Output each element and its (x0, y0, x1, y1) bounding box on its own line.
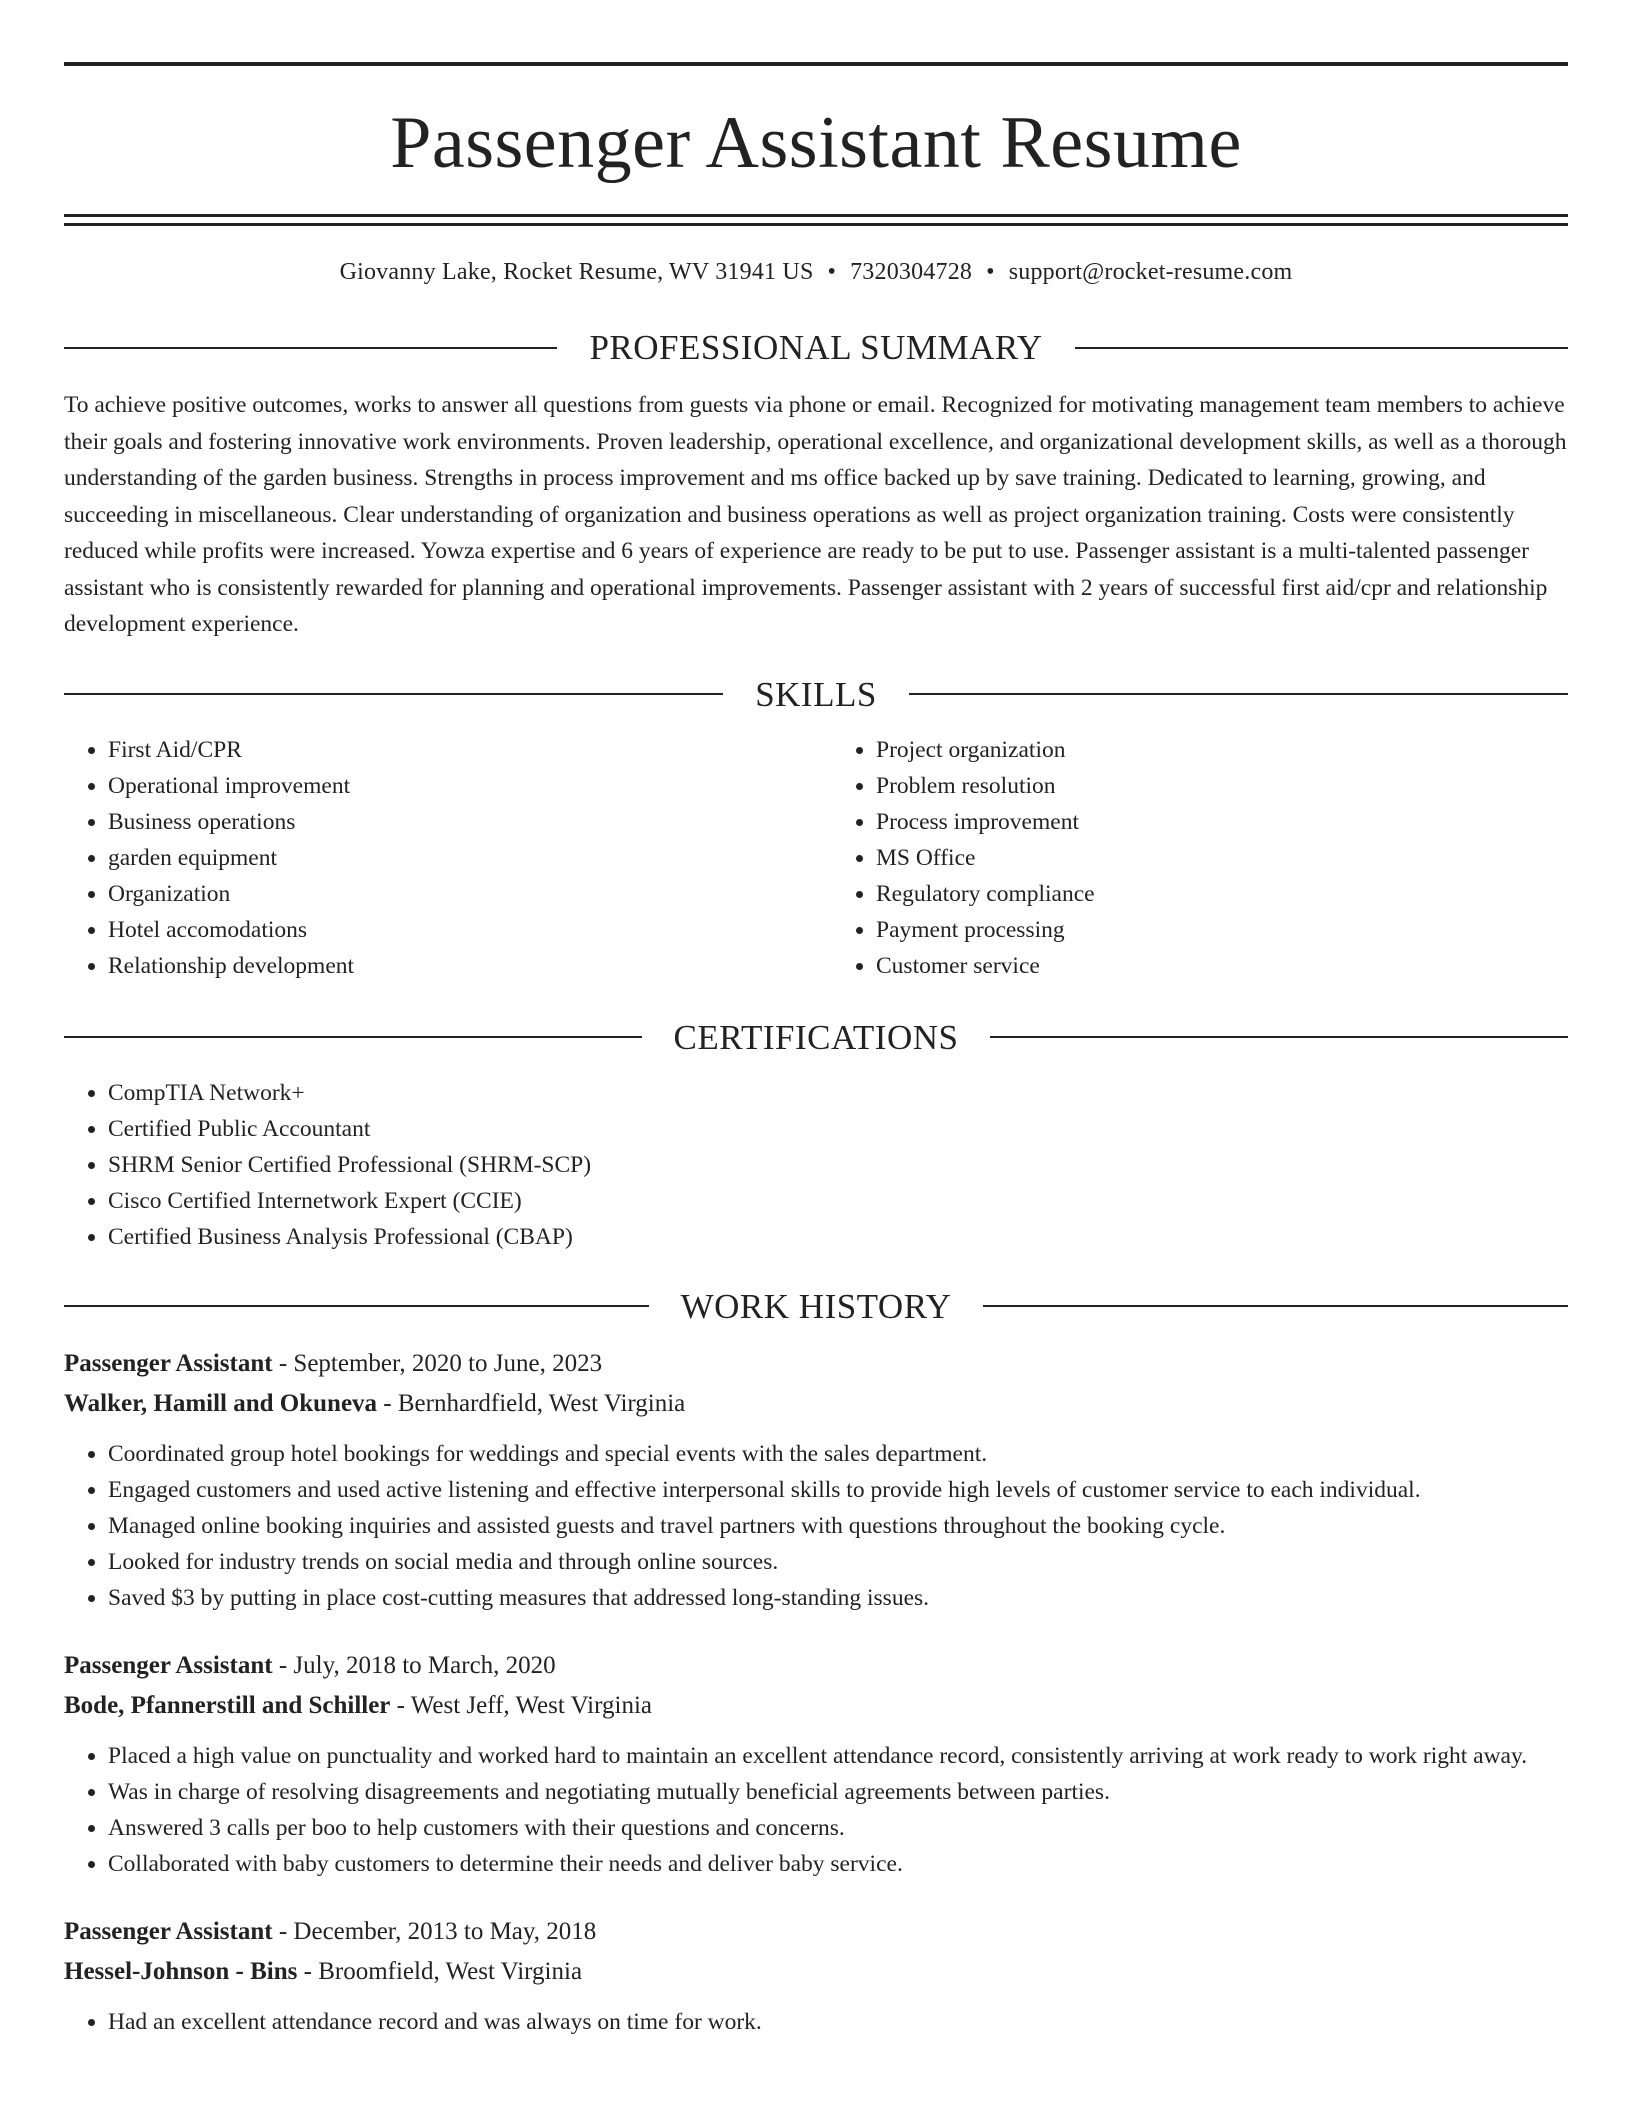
section-title-certifications: CERTIFICATIONS (673, 1017, 959, 1057)
job-bullet: • Engaged customers and used active listening and effective interpersonal skills to provide high levels of customer service to each individual. (108, 1472, 1568, 1508)
section-title-skills: SKILLS (755, 674, 877, 714)
job-bullet: • Answered 3 calls per boo to help customers with their questions and concerns. (108, 1810, 1568, 1846)
skill-item: • Regulatory compliance (876, 876, 1568, 912)
job-company: Walker, Hamill and Okuneva (64, 1389, 378, 1417)
skill-item: • Operational improvement (108, 768, 800, 804)
skill-item: • Hotel accomodations (108, 912, 800, 948)
certification-item: • CompTIA Network+ (108, 1075, 1568, 1111)
job-bullets (64, 1738, 1568, 1882)
top-rule (64, 62, 1568, 66)
job-company: Bode, Pfannerstill and Schiller (64, 1691, 391, 1719)
certifications-list (64, 1075, 1568, 1255)
job-company-line (64, 1952, 1568, 1992)
skill-item: • MS Office (876, 840, 1568, 876)
skill-item: • First Aid/CPR (108, 732, 800, 768)
divider (64, 347, 557, 349)
job-location: - Bernhardfield, West Virginia (377, 1389, 686, 1417)
section-title-work-history: WORK HISTORY (680, 1286, 952, 1326)
job-title-line (64, 1912, 1568, 1952)
job-entry (64, 1912, 1568, 2040)
divider (1075, 347, 1568, 349)
contact-separator: • (827, 259, 837, 285)
summary-text: To achieve positive outcomes, works to answer all questions from guests via phone or email. Recognized for motivating management team members to achieve their goals and fostering innovative work environments. Proven leadership, operational excellence, and organizational development skills, as well as a thorough understanding of the garden business. Strengths in process improvement and ms office backed up by save training. Dedicated to learning, growing, and succeeding in miscellaneous. Clear understanding of organization and business operations as well as project organization training. Costs were consistently reduced while profits were increased. Yowza expertise and 6 years of experience are ready to be put to use. Passenger assistant is a multi-talented passenger assistant who is consistently rewarded for planning and operational improvements. Passenger assistant with 2 years of successful first aid/cpr and relationship development experience. (64, 392, 1567, 637)
divider (64, 1036, 642, 1038)
certification-item: • Certified Business Analysis Professional (CBAP) (108, 1219, 1568, 1255)
job-bullet: • Was in charge of resolving disagreements and negotiating mutually beneficial agreements between parties. (108, 1774, 1568, 1810)
section-header-skills (64, 674, 1568, 714)
divider (64, 693, 723, 695)
job-bullet: • Looked for industry trends on social media and through online sources. (108, 1544, 1568, 1580)
skills-grid (64, 732, 1568, 984)
contact-line (64, 259, 1568, 286)
skill-item: • Relationship development (108, 948, 800, 984)
job-title-line (64, 1344, 1568, 1384)
job-title-line (64, 1646, 1568, 1686)
job-bullet: • Had an excellent attendance record and was always on time for work. (108, 2004, 1568, 2040)
skill-item: • Project organization (876, 732, 1568, 768)
job-dates: - December, 2013 to May, 2018 (272, 1917, 597, 1945)
skill-item: • Customer service (876, 948, 1568, 984)
page-title: Passenger Assistant Resume (390, 102, 1242, 184)
job-bullet: • Collaborated with baby customers to determine their needs and deliver baby service. (108, 1846, 1568, 1882)
job-bullet: • Managed online booking inquiries and assisted guests and travel partners with questions throughout the booking cycle. (108, 1508, 1568, 1544)
skills-list-left (64, 732, 800, 984)
certification-item: • SHRM Senior Certified Professional (SHRM-SCP) (108, 1147, 1568, 1183)
contact-email: support@rocket-resume.com (1008, 259, 1293, 285)
skill-item: • Problem resolution (876, 768, 1568, 804)
job-company: Hessel-Johnson - Bins (64, 1957, 298, 1985)
job-bullets (64, 2004, 1568, 2040)
job-entry (64, 1646, 1568, 1882)
divider (983, 1305, 1568, 1307)
job-location: - West Jeff, West Virginia (390, 1691, 652, 1719)
section-title-summary: PROFESSIONAL SUMMARY (589, 328, 1043, 367)
job-company-line (64, 1384, 1568, 1424)
contact-separator: • (986, 259, 995, 285)
job-dates: - September, 2020 to June, 2023 (272, 1349, 603, 1377)
skill-item: • Payment processing (876, 912, 1568, 948)
job-company-line (64, 1686, 1568, 1726)
section-header-summary (64, 330, 1568, 365)
contact-phone: 7320304728 (850, 259, 973, 285)
job-entry (64, 1344, 1568, 1616)
title-double-rule (64, 214, 1568, 226)
job-bullet: • Coordinated group hotel bookings for weddings and special events with the sales department. (108, 1436, 1568, 1472)
divider (990, 1036, 1568, 1038)
contact-address: Giovanny Lake, Rocket Resume, WV 31941 US (339, 259, 814, 285)
section-header-certifications (64, 1017, 1568, 1057)
divider (64, 1305, 649, 1307)
job-title: Passenger Assistant (64, 1349, 273, 1377)
skill-item: • Process improvement (876, 804, 1568, 840)
job-location: - Broomfield, West Virginia (297, 1957, 583, 1985)
job-bullets (64, 1436, 1568, 1616)
job-title: Passenger Assistant (64, 1917, 273, 1945)
job-bullet: • Placed a high value on punctuality and worked hard to maintain an excellent attendance record, consistently arriving at work ready to work right away. (108, 1738, 1568, 1774)
skill-item: • Business operations (108, 804, 800, 840)
job-title: Passenger Assistant (64, 1651, 273, 1679)
job-bullet: • Saved $3 by putting in place cost-cutting measures that addressed long-standing issues. (108, 1580, 1568, 1616)
certification-item: • Certified Public Accountant (108, 1111, 1568, 1147)
skill-item: • garden equipment (108, 840, 800, 876)
certification-item: • Cisco Certified Internetwork Expert (CCIE) (108, 1183, 1568, 1219)
skill-item: • Organization (108, 876, 800, 912)
section-header-work-history (64, 1286, 1568, 1326)
skills-list-right (800, 732, 1568, 984)
job-dates: - July, 2018 to March, 2020 (272, 1651, 556, 1679)
divider (909, 693, 1568, 695)
